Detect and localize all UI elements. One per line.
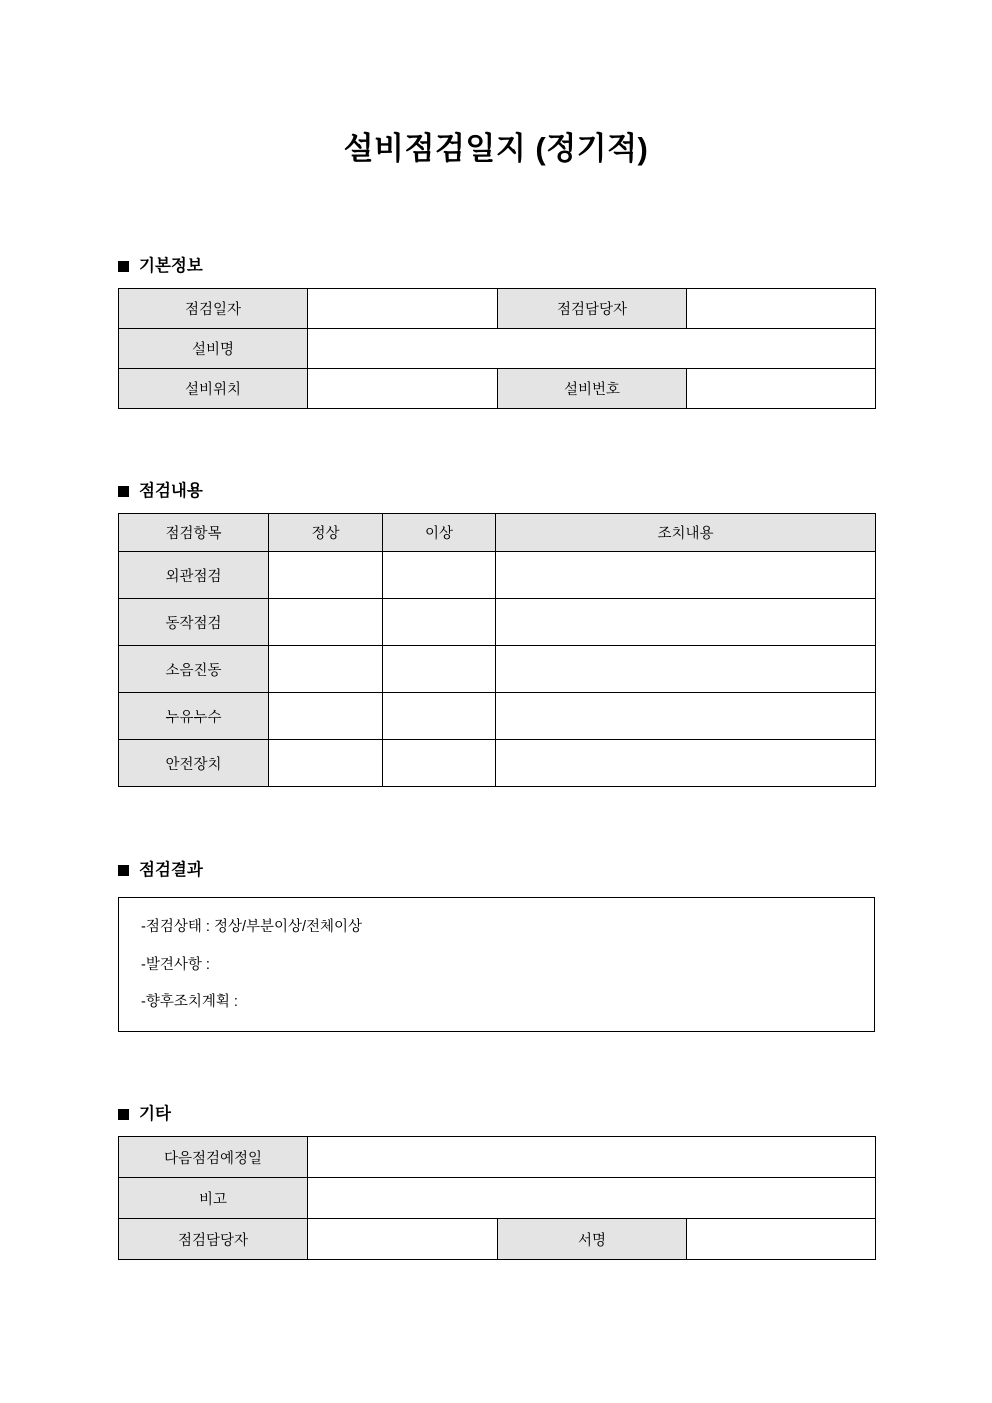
inspection-result-box[interactable] <box>118 897 875 1032</box>
column-header-item: 점검항목 <box>119 514 269 552</box>
square-bullet-icon <box>118 261 129 272</box>
label-signature: 서명 <box>498 1219 687 1260</box>
table-row <box>119 369 876 409</box>
table-header-row <box>119 514 876 552</box>
label-inspection-date: 점검일자 <box>119 289 308 329</box>
cell-normal-noise-vibration[interactable] <box>269 646 383 693</box>
page-title: 설비점검일지 (정기적) <box>343 131 649 166</box>
section-heading-inspection-content-label: 점검내용 <box>139 482 203 500</box>
label-equipment-location: 설비위치 <box>119 369 308 409</box>
cell-normal-oil-water-leak[interactable] <box>269 693 383 740</box>
cell-action-appearance-check[interactable] <box>496 552 876 599</box>
section-heading-inspection-content <box>118 483 203 500</box>
row-label-operation-check: 동작점검 <box>119 599 269 646</box>
table-row <box>119 289 876 329</box>
inspection-content-table <box>118 513 876 787</box>
label-next-inspection-date: 다음점검예정일 <box>119 1137 308 1178</box>
cell-abnormal-operation-check[interactable] <box>383 599 496 646</box>
cell-abnormal-noise-vibration[interactable] <box>383 646 496 693</box>
cell-normal-operation-check[interactable] <box>269 599 383 646</box>
field-equipment-location[interactable] <box>308 369 498 409</box>
cell-abnormal-appearance-check[interactable] <box>383 552 496 599</box>
table-row <box>119 1178 876 1219</box>
cell-normal-safety-device[interactable] <box>269 740 383 787</box>
square-bullet-icon <box>118 486 129 497</box>
table-row <box>119 740 876 787</box>
result-line-status: -점검상태 : 정상/부분이상/전체이상 <box>141 919 363 935</box>
field-equipment-number[interactable] <box>687 369 876 409</box>
row-label-oil-water-leak: 누유누수 <box>119 693 269 740</box>
field-inspector[interactable] <box>687 289 876 329</box>
section-heading-inspection-result-label: 점검결과 <box>139 861 203 879</box>
section-heading-basic-info-label: 기본정보 <box>139 257 203 275</box>
field-next-inspection-date[interactable] <box>308 1137 876 1178</box>
label-equipment-number: 설비번호 <box>498 369 687 409</box>
table-row <box>119 329 876 369</box>
table-row <box>119 646 876 693</box>
label-remarks: 비고 <box>119 1178 308 1219</box>
section-heading-etc-label: 기타 <box>139 1105 171 1123</box>
row-label-safety-device: 안전장치 <box>119 740 269 787</box>
column-header-action: 조치내용 <box>496 514 876 552</box>
cell-abnormal-safety-device[interactable] <box>383 740 496 787</box>
field-remarks[interactable] <box>308 1178 876 1219</box>
field-signature[interactable] <box>687 1219 876 1260</box>
table-row <box>119 599 876 646</box>
row-label-appearance-check: 외관점검 <box>119 552 269 599</box>
cell-action-operation-check[interactable] <box>496 599 876 646</box>
table-row <box>119 693 876 740</box>
cell-action-safety-device[interactable] <box>496 740 876 787</box>
square-bullet-icon <box>118 865 129 876</box>
field-equipment-name[interactable] <box>308 329 876 369</box>
label-inspector-name: 점검담당자 <box>119 1219 308 1260</box>
column-header-normal: 정상 <box>269 514 383 552</box>
section-heading-basic-info <box>118 258 203 275</box>
table-row <box>119 1137 876 1178</box>
field-inspector-name[interactable] <box>308 1219 498 1260</box>
table-row <box>119 1219 876 1260</box>
basic-info-table <box>118 288 876 409</box>
column-header-abnormal: 이상 <box>383 514 496 552</box>
cell-action-oil-water-leak[interactable] <box>496 693 876 740</box>
section-heading-etc <box>118 1106 171 1123</box>
square-bullet-icon <box>118 1109 129 1120</box>
field-inspection-date[interactable] <box>308 289 498 329</box>
section-heading-inspection-result <box>118 862 203 879</box>
result-line-followup-plan: -향후조치계획 : <box>141 994 238 1010</box>
table-row <box>119 552 876 599</box>
etc-table <box>118 1136 876 1260</box>
cell-action-noise-vibration[interactable] <box>496 646 876 693</box>
cell-abnormal-oil-water-leak[interactable] <box>383 693 496 740</box>
label-equipment-name: 설비명 <box>119 329 308 369</box>
result-line-findings: -발견사항 : <box>141 956 210 973</box>
label-inspector: 점검담당자 <box>498 289 687 329</box>
row-label-noise-vibration: 소음진동 <box>119 646 269 693</box>
cell-normal-appearance-check[interactable] <box>269 552 383 599</box>
